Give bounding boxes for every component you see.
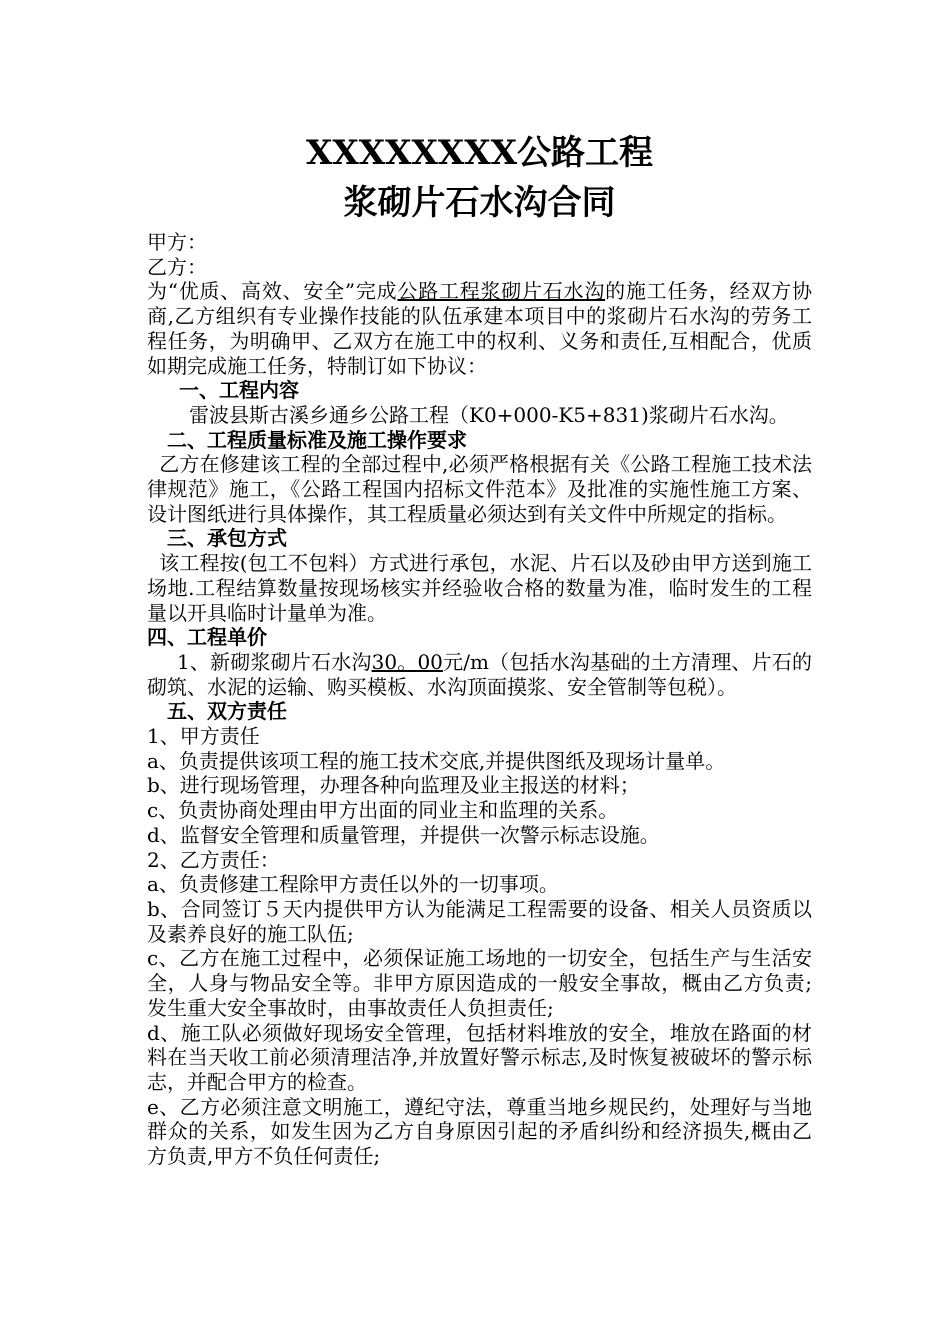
section4-post: 元/m（包括水沟基础的土方清理、片石的砌筑、水泥的运输、购买模板、水沟顶面摸浆、安全管制等包税）。 xyxy=(147,649,813,699)
party-a-duty-item: b、进行现场管理，办理各种向监理及业主报送的材料； xyxy=(147,773,640,798)
party-b-label: 乙方： xyxy=(147,254,207,279)
section2-text xyxy=(147,452,812,526)
party-b-duty-item: c、乙方在施工过程中，必须保证施工场地的一切安全，包括生产与生活安全，人身与物品安全等。非甲方原因造成的一般安全事故，概由乙方负责;发生重大安全事故时，由事故责任人负担责任; xyxy=(147,946,812,1020)
party-a-duty-item: d、监督安全管理和质量管理，并提供一次警示标志设施。 xyxy=(147,822,660,847)
intro-paragraph xyxy=(147,279,812,378)
intro-project-name: 公路工程浆砌片石水沟 xyxy=(397,279,606,304)
party-a-duty-item: a、负责提供该项工程的施工技术交底,并提供图纸及现场计量单。 xyxy=(147,748,726,773)
party-b-duty-item: e、乙方必须注意文明施工，遵纪守法，尊重当地乡规民约，处理好与当地群众的关系，如发生因为乙方自身原因引起的矛盾纠纷和经济损失,概由乙方负责,甲方不负任何责任; xyxy=(147,1094,812,1169)
section1-heading: 一、工程内容 xyxy=(179,378,299,403)
section4-text xyxy=(147,650,812,699)
section4-pre: 1、新砌浆砌片石水沟 xyxy=(177,649,372,674)
section4-price: 30。00 xyxy=(371,649,443,674)
section5-heading: 五、双方责任 xyxy=(167,699,287,724)
party-b-duty-item: a、负责修建工程除甲方责任以外的一切事项。 xyxy=(147,872,559,897)
party-a-duties-title: 1、甲方责任 xyxy=(147,724,260,749)
party-a-duty-item: c、负责协商处理由甲方出面的同业主和监理的关系。 xyxy=(147,798,619,823)
party-a-label: 甲方： xyxy=(147,230,207,254)
party-b-duties-title: 2、乙方责任： xyxy=(147,847,280,872)
intro-post: 的施工任务，经双方协商,乙方组织有专业操作技能的队伍承建本项目中的浆砌片石水沟的劳务工程任务，为明确甲、乙双方在施工中的权利、义务和责任,互相配合，优质如期完成施工任务，特制订如下协议： xyxy=(147,279,812,378)
section2-heading: 二、工程质量标准及施工操作要求 xyxy=(167,427,467,452)
section3-heading: 三、承包方式 xyxy=(167,526,287,551)
document-title-line2: 浆砌片石水沟合同 xyxy=(343,183,616,223)
section3-text-content: 该工程按(包工不包料）方式进行承包，水泥、片石以及砂由甲方送到施工场地.工程结算数量按现场核实并经验收合格的数量为准，临时发生的工程量以开具临时计量单为准。 xyxy=(147,551,812,625)
section4-heading: 四、工程单价 xyxy=(147,625,267,650)
party-b-duty-item: d、施工队必须做好现场安全管理，包括材料堆放的安全，堆放在路面的材料在当天收工前必须清理洁净,并放置好警示标志,及时恢复被破坏的警示标志，并配合甲方的检查。 xyxy=(147,1020,812,1094)
contract-page xyxy=(147,120,812,1169)
section2-text-content: 乙方在修建该工程的全部过程中,必须严格根据有关《公路工程施工技术法律规范》施工，《公路工程国内招标文件范本》及批准的实施性施工方案、设计图纸进行具体操作，其工程质量必须达到有关文件中所规定的指标。 xyxy=(147,452,812,526)
document-title-line1: XXXXXXXX公路工程 xyxy=(305,133,654,173)
party-b-duty-item: b、合同签订５天内提供甲方认为能满足工程需要的设备、相关人员资质以及素养良好的施工队伍; xyxy=(147,896,812,946)
section3-text xyxy=(147,551,812,625)
intro-pre: 为“优质、高效、安全”完成 xyxy=(147,279,398,304)
contract-body xyxy=(147,230,812,1169)
section1-text: 雷波县斯古溪乡通乡公路工程（K0+000-K5+831)浆砌片石水沟。 xyxy=(189,402,789,427)
